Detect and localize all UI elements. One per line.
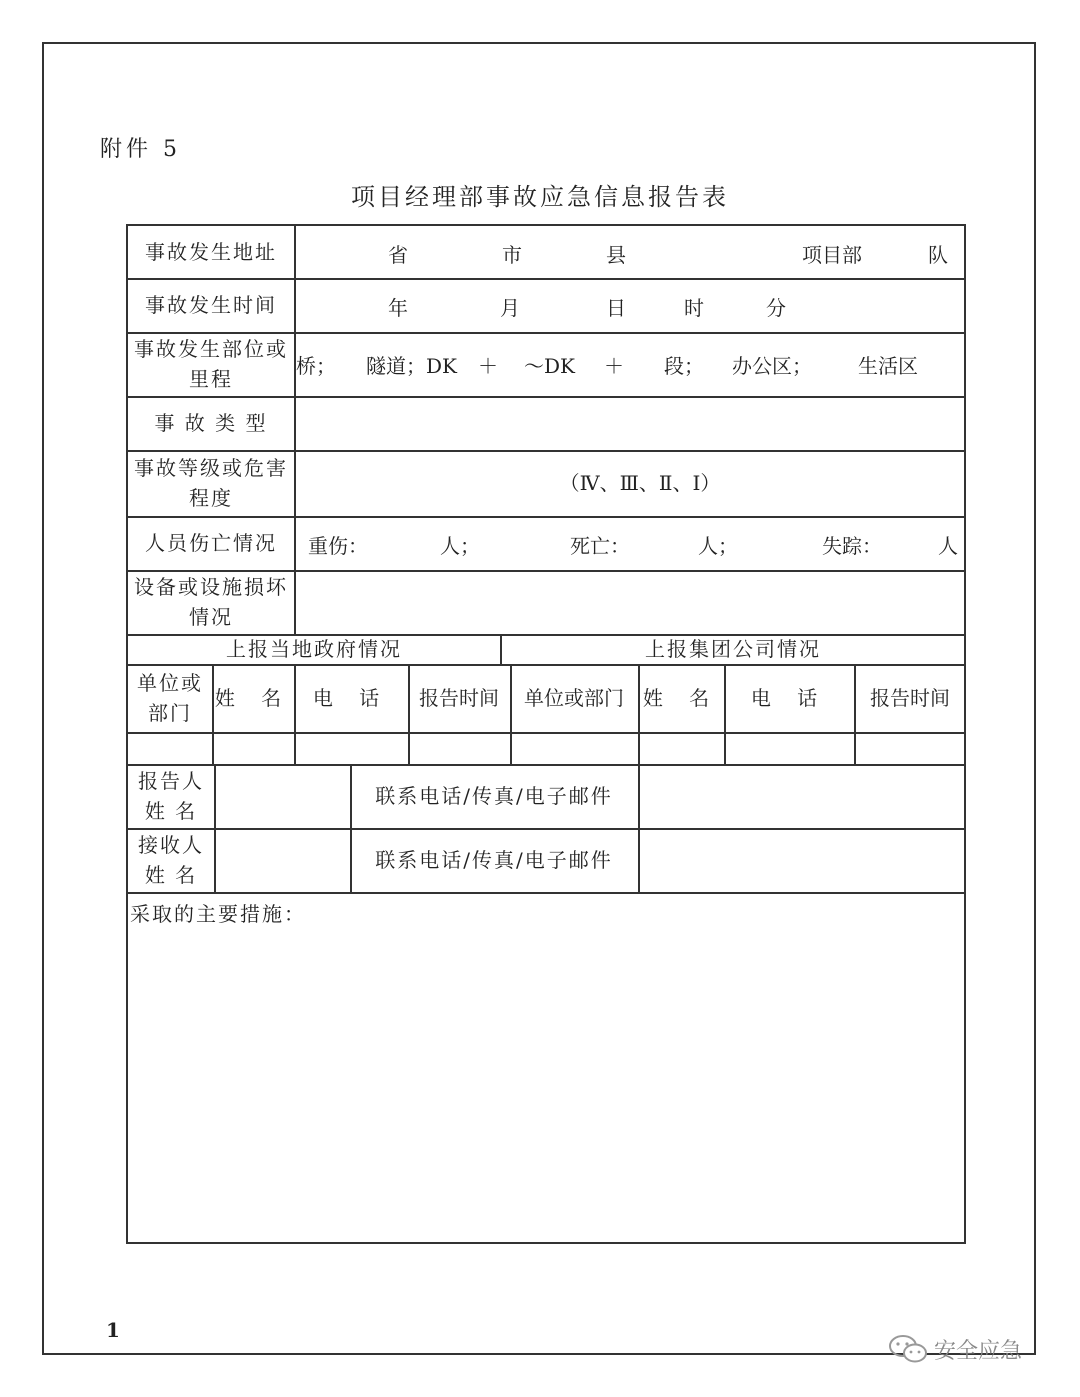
phone2-column-header: 电 话 xyxy=(750,686,828,710)
type-label: 事 故 类 型 xyxy=(154,411,268,435)
unit-header-line2: 部门 xyxy=(148,701,192,725)
month-label: 月 xyxy=(500,296,520,320)
casualties-label: 人员伤亡情况 xyxy=(145,531,277,555)
unit-full-column-header: 单位或部门 xyxy=(524,686,624,710)
reporter-contact-label: 联系电话/传真/电子邮件 xyxy=(375,784,613,808)
project-dept-label: 项目部 xyxy=(802,243,862,267)
missing-label: 失踪： xyxy=(822,534,882,558)
watermark-text: 安全应急 xyxy=(934,1338,1023,1364)
name2-column-header: 姓 名 xyxy=(642,686,720,710)
level-options: （Ⅳ、Ⅲ、Ⅱ、Ⅰ） xyxy=(559,471,721,495)
county-label: 县 xyxy=(606,243,626,267)
year-label: 年 xyxy=(388,296,408,320)
unit2-input-cell[interactable] xyxy=(510,732,638,764)
phone2-input-cell[interactable] xyxy=(724,732,854,764)
level-label-line1: 事故等级或危害 xyxy=(134,456,288,480)
team-label: 队 xyxy=(928,243,948,267)
location-field[interactable] xyxy=(294,332,966,396)
tunnel-dk-label: 隧道；DK xyxy=(366,354,457,378)
receiver-contact-label: 联系电话/传真/电子邮件 xyxy=(375,848,613,872)
receiver-label-line2: 姓 名 xyxy=(144,863,198,887)
form-title: 项目经理部事故应急信息报告表 xyxy=(351,183,729,211)
time-field[interactable] xyxy=(294,278,966,332)
reporter-label-line1: 报告人 xyxy=(138,769,204,793)
measures-label: 采取的主要措施： xyxy=(130,902,306,926)
damage-label-line1: 设备或设施损坏 xyxy=(134,575,288,599)
name-column-header: 姓 名 xyxy=(214,686,292,710)
watermark xyxy=(888,1333,1022,1365)
reporter-label-line2: 姓 名 xyxy=(144,799,198,823)
measures-field[interactable] xyxy=(128,892,966,1242)
phone-column-header: 电 话 xyxy=(312,686,390,710)
casualties-field[interactable] xyxy=(294,516,966,570)
location-label-line2: 里程 xyxy=(189,367,233,391)
receiver-contact-field[interactable] xyxy=(638,828,966,892)
location-label-line1: 事故发生部位或 xyxy=(134,337,288,361)
level-label xyxy=(128,450,294,516)
minute-label: 分 xyxy=(766,296,786,320)
receiver-label xyxy=(128,828,214,892)
name2-input-cell[interactable] xyxy=(638,732,724,764)
page-number: 1 xyxy=(106,1318,120,1342)
report-time2-input-cell[interactable] xyxy=(854,732,966,764)
time-label: 事故发生时间 xyxy=(145,293,277,317)
damage-label-line2: 情况 xyxy=(189,605,233,629)
death-unit: 人； xyxy=(698,534,738,558)
phone-input-cell[interactable] xyxy=(294,732,408,764)
reporter-contact-field[interactable] xyxy=(638,764,966,828)
report-time2-column-header: 报告时间 xyxy=(870,686,950,710)
damage-label xyxy=(128,570,294,634)
unit-input-cell[interactable] xyxy=(128,732,212,764)
report-form-table xyxy=(126,224,966,1244)
reporter-label xyxy=(128,764,214,828)
wechat-icon xyxy=(888,1333,928,1365)
level-field[interactable] xyxy=(294,450,966,516)
section-label: 段； xyxy=(664,354,704,378)
office-area-label: 办公区； xyxy=(732,354,812,378)
address-field[interactable] xyxy=(294,226,966,278)
unit-header-line1: 单位或 xyxy=(137,671,203,695)
plus-sign-2: ＋ xyxy=(604,354,624,378)
missing-unit: 人 xyxy=(938,534,958,558)
plus-sign-1: ＋ xyxy=(478,354,498,378)
damage-field[interactable] xyxy=(294,570,966,634)
address-label: 事故发生地址 xyxy=(145,240,277,264)
location-label xyxy=(128,332,294,396)
living-area-label: 生活区 xyxy=(858,354,918,378)
city-label: 市 xyxy=(502,243,522,267)
unit-column-header xyxy=(128,664,212,732)
attachment-label: 附件 5 xyxy=(100,137,181,162)
report-time-column-header: 报告时间 xyxy=(419,686,499,710)
province-label: 省 xyxy=(388,243,408,267)
death-label: 死亡： xyxy=(570,534,630,558)
group-company-report-header: 上报集团公司情况 xyxy=(645,637,821,661)
serious-injury-unit: 人； xyxy=(440,534,480,558)
hour-label: 时 xyxy=(684,296,704,320)
local-gov-report-header: 上报当地政府情况 xyxy=(226,637,402,661)
name-input-cell[interactable] xyxy=(212,732,294,764)
to-dk-label: ～DK xyxy=(524,354,575,378)
reporter-name-field[interactable] xyxy=(214,764,350,828)
receiver-label-line1: 接收人 xyxy=(138,833,204,857)
level-label-line2: 程度 xyxy=(189,486,233,510)
day-label: 日 xyxy=(606,296,626,320)
bridge-label: 桥； xyxy=(296,354,336,378)
type-field[interactable] xyxy=(294,396,966,450)
serious-injury-label: 重伤： xyxy=(308,534,368,558)
report-time-input-cell[interactable] xyxy=(408,732,510,764)
receiver-name-field[interactable] xyxy=(214,828,350,892)
